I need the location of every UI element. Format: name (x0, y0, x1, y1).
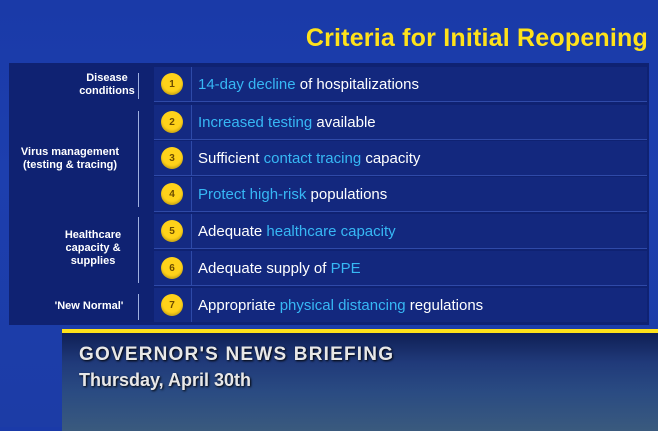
criterion-text-plain: available (312, 113, 376, 131)
criterion-text-highlight: physical distancing (279, 296, 406, 314)
criterion-text (191, 288, 647, 322)
criterion-number-badge: 1 (161, 73, 183, 95)
group-label-virus (9, 146, 131, 172)
criterion-text-plain: Appropriate (198, 296, 280, 314)
criterion-text (191, 67, 647, 101)
criteria-panel (9, 63, 649, 325)
criterion-number-badge: 5 (161, 220, 183, 242)
ticker-date: Thursday, April 30th (79, 370, 252, 390)
group-label-new-normal (39, 300, 139, 313)
ticker-headline: GOVERNOR'S NEWS BRIEFING (79, 344, 395, 365)
group-label-healthcare (53, 229, 133, 268)
criterion-text (191, 141, 647, 175)
group-label-line: 'New Normal' (54, 300, 124, 312)
criterion-text (191, 214, 647, 248)
criterion-row (154, 105, 647, 140)
criterion-text-plain: Sufficient (198, 149, 264, 167)
criterion-text-plain: Adequate supply of (198, 259, 331, 277)
group-label-line: conditions (79, 85, 135, 97)
group-label-line: supplies (70, 255, 116, 267)
group-divider (138, 73, 139, 99)
criterion-text-highlight: healthcare capacity (266, 222, 396, 240)
group-label-line: Healthcare (64, 229, 122, 241)
criterion-text-highlight: PPE (330, 259, 361, 277)
group-label-line: (testing & tracing) (22, 159, 118, 171)
criterion-text-plain: capacity (361, 149, 421, 167)
criterion-row (154, 288, 647, 322)
group-label-line: Disease (86, 72, 128, 84)
criterion-text (191, 251, 647, 285)
criterion-text-plain: regulations (405, 296, 484, 314)
group-label-line: Virus management (20, 146, 120, 158)
group-label-line: capacity & (65, 242, 121, 254)
criterion-text-plain: populations (306, 185, 388, 203)
criterion-number-badge: 2 (161, 111, 183, 133)
slide-title: Criteria for Initial Reopening (305, 24, 648, 52)
criterion-row (154, 67, 647, 102)
criterion-text (191, 177, 647, 211)
criterion-text-highlight: contact tracing (263, 149, 362, 167)
group-label-disease (67, 72, 147, 98)
criterion-text-plain: of hospitalizations (295, 75, 419, 93)
criterion-number-badge: 4 (161, 183, 183, 205)
criterion-text-highlight: Protect high-risk (198, 185, 307, 203)
criterion-number-badge: 6 (161, 257, 183, 279)
news-ticker (62, 329, 658, 431)
criterion-text-plain: Adequate (198, 222, 267, 240)
group-divider (138, 217, 139, 283)
criterion-number-badge: 3 (161, 147, 183, 169)
criterion-text-highlight: 14-day decline (198, 75, 296, 93)
criterion-row (154, 177, 647, 212)
criterion-row (154, 214, 647, 249)
criterion-text-highlight: Increased testing (198, 113, 313, 131)
group-divider (138, 294, 139, 320)
group-divider (138, 111, 139, 207)
criterion-row (154, 251, 647, 286)
criterion-text (191, 105, 647, 139)
criterion-row (154, 141, 647, 176)
criterion-number-badge: 7 (161, 294, 183, 316)
